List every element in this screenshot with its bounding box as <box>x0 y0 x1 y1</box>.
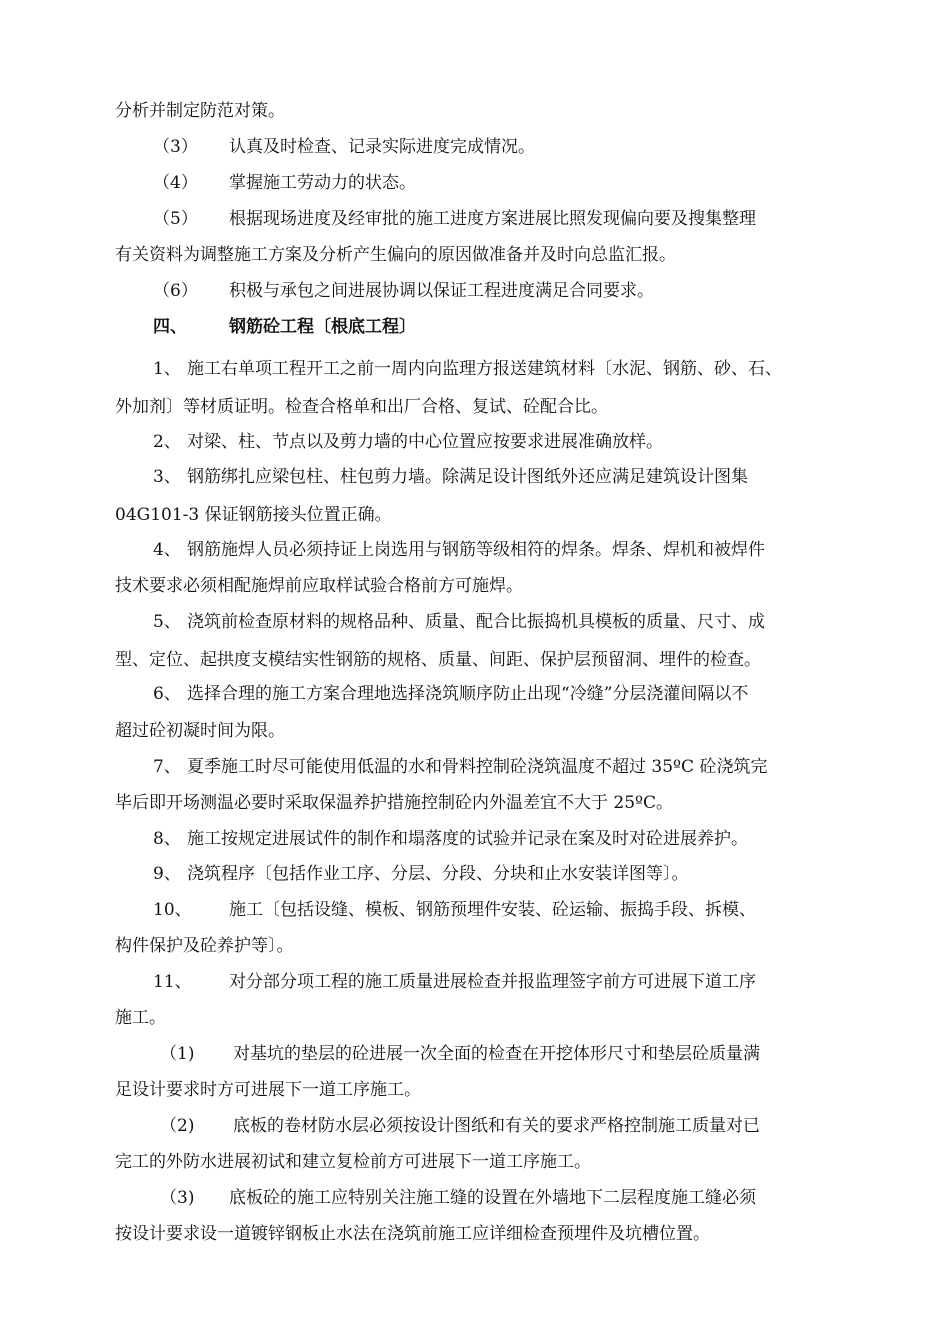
list-marker: 3、 <box>153 467 181 487</box>
text-line: 施工右单项工程开工之前一周内向监理方报送建筑材料〔水泥、钢筋、砂、石、 <box>187 359 782 379</box>
text-line: 底板的卷材防水层必须按设计图纸和有关的要求严格控制施工质量对已 <box>233 1116 760 1136</box>
text-line: 浇筑前检查原材料的规格品种、质量、配合比振捣机具模板的质量、尺寸、成 <box>187 612 765 632</box>
text-line: 超过砼初凝时间为限。 <box>115 721 285 741</box>
text-line: 技术要求必须相配施焊前应取样试验合格前方可施焊。 <box>115 576 523 596</box>
list-marker: （2) <box>160 1116 195 1136</box>
text-line: 选择合理的施工方案合理地选择浇筑顺序防止出现“冷缝”分层浇灌间隔以不 <box>187 684 749 704</box>
text-line: 完工的外防水进展初试和建立复检前方可进展下一道工序施工。 <box>115 1152 591 1172</box>
list-marker: （6） <box>153 281 198 301</box>
list-marker: 7、 <box>153 757 181 777</box>
text-line: 夏季施工时尽可能使用低温的水和骨料控制砼浇筑温度不超过 35ºC 砼浇筑完 <box>187 757 768 777</box>
list-marker: （4） <box>153 173 198 193</box>
list-marker: （3） <box>153 137 198 157</box>
list-marker: （1) <box>160 1044 195 1064</box>
text-line: 外加剂〕等材质证明。检查合格单和出厂合格、复试、砼配合比。 <box>115 397 608 417</box>
list-marker: 5、 <box>153 612 181 632</box>
text-line: 型、定位、起拱度支模结实性钢筋的规格、质量、间距、保护层预留洞、埋件的检查。 <box>115 650 761 670</box>
list-marker: 9、 <box>153 864 181 884</box>
text-line: 施工〔包括设缝、模板、钢筋预埋件安装、砼运输、振捣手段、拆模、 <box>229 900 756 920</box>
text-line: 积极与承包之间进展协调以保证工程进度满足合同要求。 <box>229 281 654 301</box>
text-line: 掌握施工劳动力的状态。 <box>229 173 416 193</box>
text-line: 04G101-3 保证钢筋接头位置正确。 <box>115 505 392 525</box>
text-line: 浇筑程序〔包括作业工序、分层、分段、分块和止水安装详图等〕。 <box>187 864 689 884</box>
text-line: 钢筋施焊人员必须持证上岗选用与钢筋等级相符的焊条。焊条、焊机和被焊件 <box>187 540 765 560</box>
text-line: 对基坑的垫层的砼进展一次全面的检查在开挖体形尺寸和垫层砼质量满 <box>233 1044 760 1064</box>
text-line: 构件保护及砼养护等〕。 <box>115 936 294 956</box>
list-marker: 10、 <box>153 900 192 920</box>
text-line: 毕后即开场测温必要时采取保温养护措施控制砼内外温差宜不大于 25ºC。 <box>115 793 674 813</box>
text-line: 分析并制定防范对策。 <box>115 101 285 121</box>
list-marker: 8、 <box>153 829 181 849</box>
list-marker: （5） <box>153 209 198 229</box>
list-marker: 2、 <box>153 432 181 452</box>
text-line: 钢筋绑扎应梁包柱、柱包剪力墙。除满足设计图纸外还应满足建筑设计图集 <box>187 467 748 487</box>
list-marker: 6、 <box>153 684 181 704</box>
text-line: 施工按规定进展试件的制作和塌落度的试验并记录在案及时对砼进展养护。 <box>187 829 748 849</box>
text-line: 底板砼的施工应特别关注施工缝的设置在外墙地下二层程度施工缝必须 <box>229 1188 756 1208</box>
text-line: 对分部分项工程的施工质量进展检查并报监理签字前方可进展下道工序 <box>229 972 756 992</box>
text-line: 施工。 <box>115 1008 166 1028</box>
list-marker: 4、 <box>153 540 181 560</box>
section-heading: 钢筋砼工程〔根底工程〕 <box>229 317 416 337</box>
text-line: 足设计要求时方可进展下一道工序施工。 <box>115 1080 421 1100</box>
section-number: 四、 <box>153 317 187 337</box>
text-line: 认真及时检查、记录实际进度完成情况。 <box>229 137 535 157</box>
text-line: 根据现场进度及经审批的施工进度方案进展比照发现偏向要及搜集整理 <box>229 209 756 229</box>
list-marker: （3) <box>160 1188 195 1208</box>
text-line: 按设计要求设一道镀锌钢板止水法在浇筑前施工应详细检查预埋件及坑槽位置。 <box>115 1224 710 1244</box>
list-marker: 1、 <box>153 359 181 379</box>
list-marker: 11、 <box>153 972 192 992</box>
text-line: 有关资料为调整施工方案及分析产生偏向的原因做准备并及时向总监汇报。 <box>115 245 676 265</box>
text-line: 对梁、柱、节点以及剪力墙的中心位置应按要求进展准确放样。 <box>187 432 663 452</box>
